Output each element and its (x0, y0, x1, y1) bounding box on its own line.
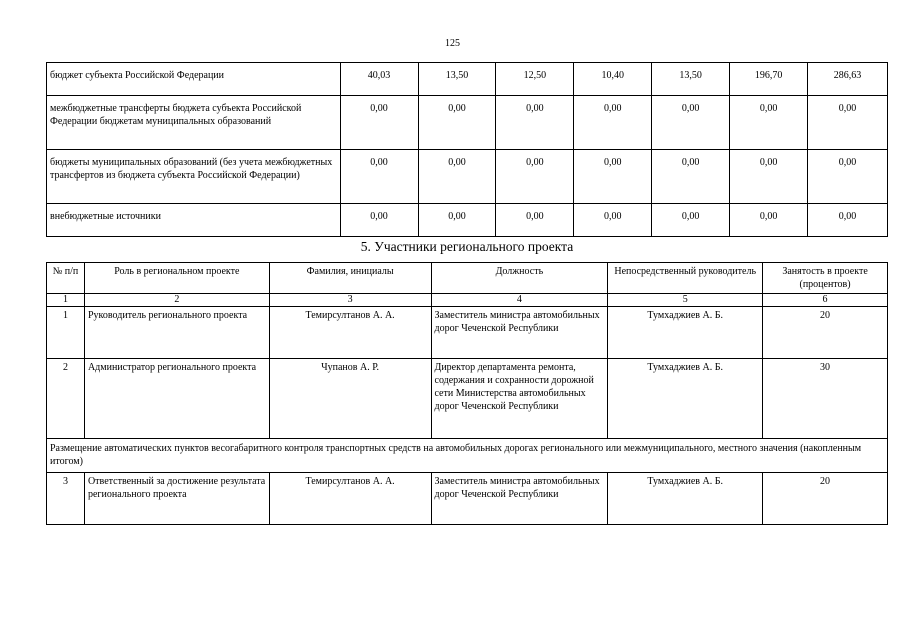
budget-value: 0,00 (730, 96, 808, 150)
budget-value: 0,00 (574, 204, 652, 237)
budget-value: 0,00 (808, 96, 888, 150)
budget-value: 13,50 (652, 63, 730, 96)
budget-value: 0,00 (808, 150, 888, 204)
participant-position: Директор департамента ремонта, содержания и сохранности дорожной сети Министерства автомобильных дорог Чеченской Республики (431, 359, 608, 439)
participants-table (46, 262, 888, 525)
budget-value: 0,00 (808, 204, 888, 237)
page-number: 125 (445, 38, 460, 49)
budget-value: 10,40 (574, 63, 652, 96)
header-cell: Должность (431, 263, 608, 294)
participant-role: Руководитель регионального проекта (84, 307, 269, 359)
budget-value: 0,00 (652, 204, 730, 237)
column-number: 5 (608, 294, 763, 307)
participant-name: Темирсултанов А. А. (269, 473, 431, 525)
header-cell: Роль в региональном проекте (84, 263, 269, 294)
participant-row (47, 473, 888, 525)
participant-number: 2 (47, 359, 85, 439)
budget-value: 0,00 (652, 96, 730, 150)
budget-value: 12,50 (496, 63, 574, 96)
participant-supervisor: Тумхаджиев А. Б. (608, 359, 763, 439)
budget-row (47, 150, 888, 204)
budget-row (47, 204, 888, 237)
participants-table-body (47, 263, 888, 525)
budget-row (47, 63, 888, 96)
result-section-title: Размещение автоматических пунктов весогабаритного контроля транспортных средств на автомобильных дорогах регионального или межмуниципального, местного значения (накопленным итогом) (47, 439, 888, 473)
budget-row-label: внебюджетные источники (47, 204, 341, 237)
budget-row-label: бюджет субъекта Российской Федерации (47, 63, 341, 96)
column-number: 1 (47, 294, 85, 307)
section-title: 5. Участники регионального проекта (360, 239, 574, 254)
budget-row (47, 96, 888, 150)
column-number: 3 (269, 294, 431, 307)
header-cell: № п/п (47, 263, 85, 294)
participant-row (47, 359, 888, 439)
budget-table (46, 62, 888, 237)
budget-value: 0,00 (340, 96, 418, 150)
participant-number: 3 (47, 473, 85, 525)
participant-number: 1 (47, 307, 85, 359)
header-cell: Фамилия, инициалы (269, 263, 431, 294)
participant-role: Ответственный за достижение результата регионального проекта (84, 473, 269, 525)
header-cell: Занятость в проекте (процентов) (763, 263, 888, 294)
budget-value: 0,00 (418, 150, 496, 204)
budget-value: 0,00 (574, 150, 652, 204)
participant-name: Темирсултанов А. А. (269, 307, 431, 359)
participant-supervisor: Тумхаджиев А. Б. (608, 473, 763, 525)
budget-value: 0,00 (496, 96, 574, 150)
budget-value: 0,00 (340, 150, 418, 204)
budget-value: 0,00 (730, 150, 808, 204)
budget-value: 0,00 (418, 204, 496, 237)
budget-value: 286,63 (808, 63, 888, 96)
header-cell: Непосредственный руководитель (608, 263, 763, 294)
result-section-row (47, 439, 888, 473)
budget-value: 13,50 (418, 63, 496, 96)
participant-supervisor: Тумхаджиев А. Б. (608, 307, 763, 359)
column-number-row (47, 294, 888, 307)
participant-position: Заместитель министра автомобильных дорог Чеченской Республики (431, 307, 608, 359)
budget-value: 0,00 (496, 204, 574, 237)
budget-row-label: межбюджетные трансферты бюджета субъекта Российской Федерации бюджетам муниципальных образований (47, 96, 341, 150)
participant-position: Заместитель министра автомобильных дорог Чеченской Республики (431, 473, 608, 525)
column-number: 6 (763, 294, 888, 307)
header-row (47, 263, 888, 294)
participant-load: 30 (763, 359, 888, 439)
participant-role: Администратор регионального проекта (84, 359, 269, 439)
participant-load: 20 (763, 473, 888, 525)
budget-row-label: бюджеты муниципальных образований (без учета межбюджетных трансфертов из бюджета субъекта Российской Федерации) (47, 150, 341, 204)
budget-value: 196,70 (730, 63, 808, 96)
participant-row (47, 307, 888, 359)
budget-table-body (47, 63, 888, 237)
budget-value: 0,00 (418, 96, 496, 150)
budget-value: 0,00 (730, 204, 808, 237)
participant-name: Чупанов А. Р. (269, 359, 431, 439)
participant-load: 20 (763, 307, 888, 359)
column-number: 2 (84, 294, 269, 307)
budget-value: 0,00 (574, 96, 652, 150)
column-number: 4 (431, 294, 608, 307)
budget-value: 0,00 (496, 150, 574, 204)
budget-value: 0,00 (652, 150, 730, 204)
budget-value: 40,03 (340, 63, 418, 96)
budget-value: 0,00 (340, 204, 418, 237)
